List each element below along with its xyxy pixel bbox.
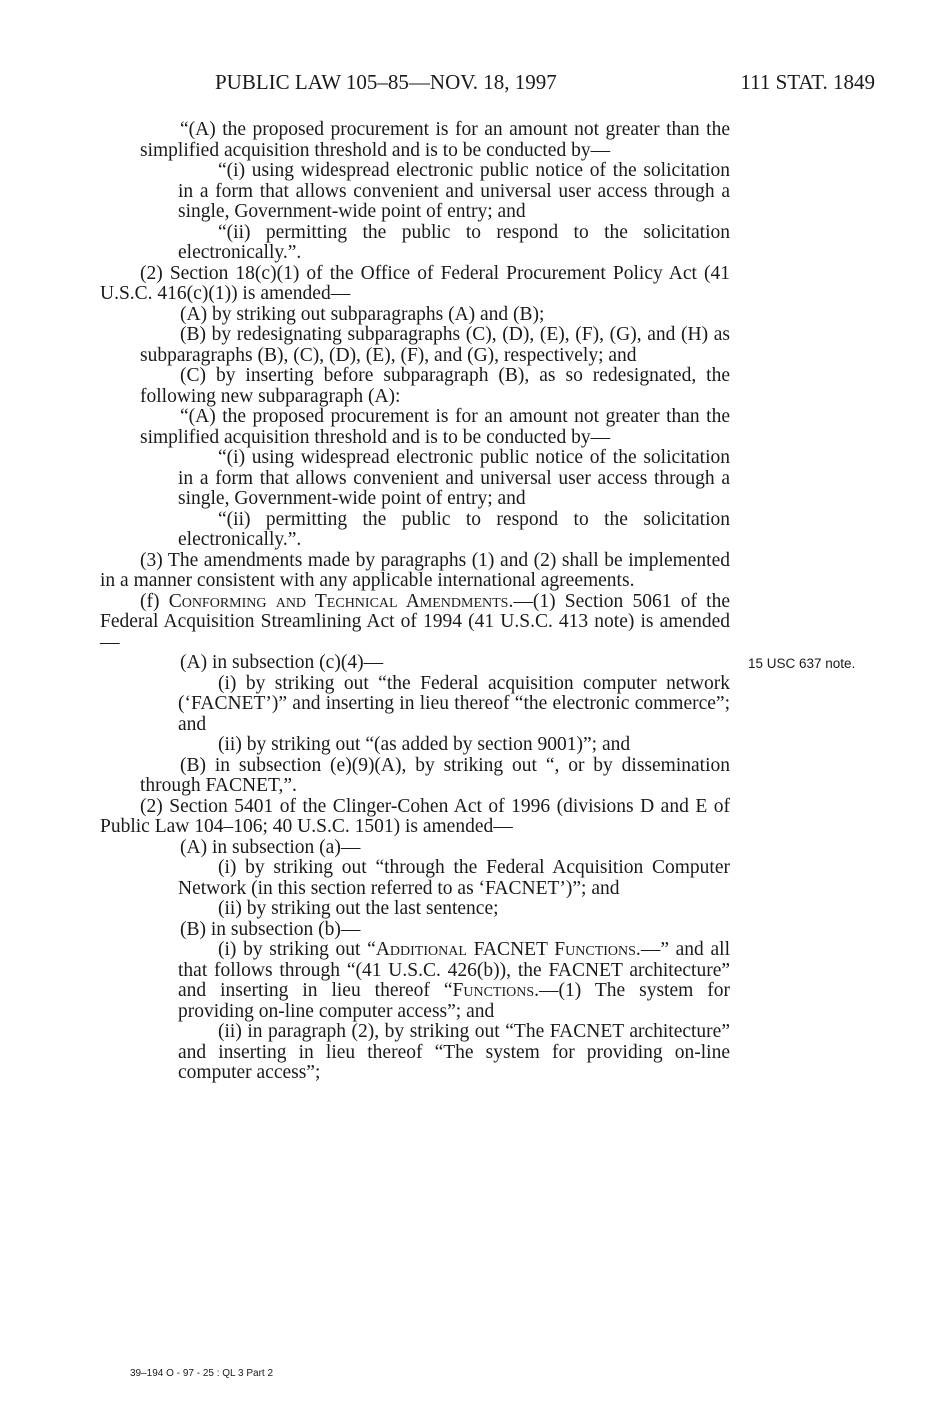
paragraph (100, 940, 730, 1022)
paragraph: (A) by striking out subparagraphs (A) and (B); (180, 303, 545, 325)
paragraph-text: —(1) Section 5061 of the Federal Acquisition Streamlining Act of 1994 (41 U.S.C. 413 note) is amended— (100, 590, 731, 653)
paragraph: “(i) using widespread electronic public notice of the solicitation in a form that allows convenient and universal user access through a single, Government-wide point of entry; and (178, 447, 730, 509)
paragraph: “(ii) permitting the public to respond to the solicitation electronically.”. (178, 221, 730, 263)
paragraph: (ii) by striking out the last sentence; (218, 898, 499, 919)
paragraph: (i) by striking out “through the Federal Acquisition Computer Network (in this section referred to as ‘FACNET’)”; and (178, 857, 730, 899)
paragraph: (C) by inserting before subparagraph (B), as so redesignated, the following new subparagraph (A): (140, 365, 730, 407)
margin-note: 15 USC 637 note. (748, 656, 856, 671)
paragraph-text: (i) by striking out “ (218, 939, 376, 960)
body-text (100, 120, 730, 1084)
quoted-heading: Functions. (452, 980, 539, 1001)
paragraph-text: —” and all that follows through “(41 U.S.C. 426(b)), the FACNET architecture” and inserting in lieu thereof “ (178, 939, 730, 1001)
paragraph: (B) in subsection (e)(9)(A), by striking out “, or by dissemination through FACNET,”. (140, 754, 730, 796)
paragraph: (2) Section 18(c)(1) of the Office of Federal Procurement Policy Act (41 U.S.C. 416(c)(1)) is amended— (100, 262, 730, 304)
paragraph: (A) in subsection (c)(4)— (180, 652, 384, 673)
section-heading: Conforming and Technical Amendments. (168, 590, 514, 612)
paragraph: (B) in subsection (b)— (180, 918, 361, 940)
paragraph: (ii) in paragraph (2), by striking out “The FACNET architecture” and inserting in lieu thereof “The system for providing on-line computer access”; (178, 1021, 730, 1083)
header-law-date: PUBLIC LAW 105–85—NOV. 18, 1997 (215, 70, 557, 94)
paragraph (100, 592, 730, 654)
paragraph-text: —(1) The system for providing on-line computer access”; and (178, 980, 730, 1022)
paragraph: (3) The amendments made by paragraphs (1) and (2) shall be implemented in a manner consistent with any applicable international agreements. (100, 549, 730, 591)
header-statute-page: 111 STAT. 1849 (740, 70, 875, 94)
paragraph: “(A) the proposed procurement is for an amount not greater than the simplified acquisition threshold and is to be conducted by— (140, 406, 730, 448)
paragraph: (B) by redesignating subparagraphs (C), (D), (E), (F), (G), and (H) as subparagraphs (B), (C), (D), (E), (F), and (G), respectively; and (140, 324, 730, 366)
paragraph: (A) in subsection (a)— (180, 836, 361, 858)
paragraph: “(i) using widespread electronic public notice of the solicitation in a form that allows convenient and universal user access through a single, Government-wide point of entry; and (178, 160, 730, 222)
page-footer: 39–194 O - 97 - 25 : QL 3 Part 2 (130, 1368, 274, 1379)
paragraph: “(ii) permitting the public to respond to the solicitation electronically.”. (178, 508, 730, 550)
paragraph: (i) by striking out “the Federal acquisition computer network (‘FACNET’)” and inserting in lieu thereof “the electronic commerce”; and (178, 672, 730, 735)
paragraph: (2) Section 5401 of the Clinger-Cohen Act of 1996 (divisions D and E of Public Law 104–106; 40 U.S.C. 1501) is amended— (100, 795, 730, 837)
subsection-label: (f) (140, 590, 169, 612)
paragraph: “(A) the proposed procurement is for an amount not greater than the simplified acquisition threshold and is to be conducted by— (140, 119, 730, 161)
quoted-heading: Additional FACNET Functions. (375, 939, 641, 960)
paragraph: (ii) by striking out “(as added by section 9001)”; and (218, 734, 631, 755)
